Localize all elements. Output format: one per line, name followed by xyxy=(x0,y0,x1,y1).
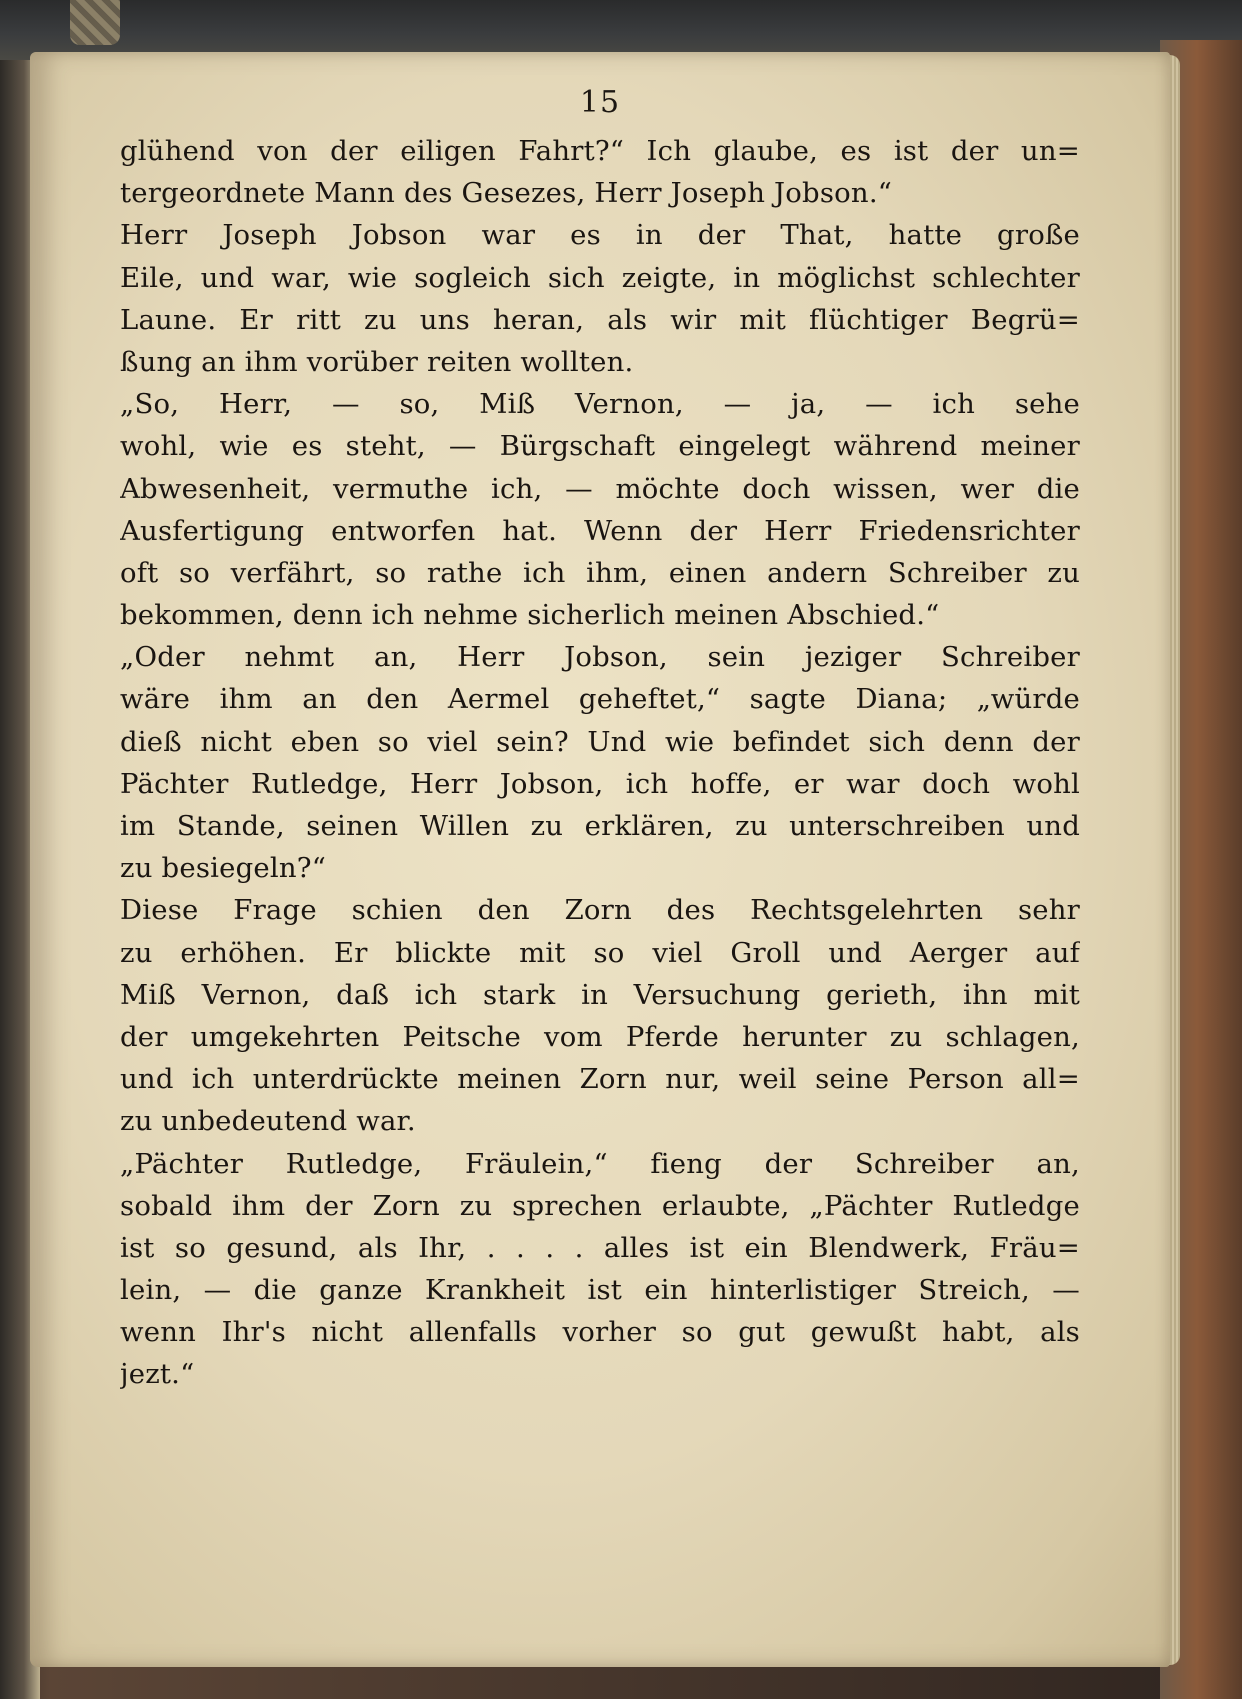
page-text xyxy=(120,130,1080,1396)
text-line: oft so verfährt, so rathe ich ihm, einen andern Schreiber zu xyxy=(120,556,1080,589)
text-line: der umgekehrten Peitsche vom Pferde herunter zu schlagen, xyxy=(120,1020,1080,1053)
text-line: glühend von der eiligen Fahrt?“ Ich glaube, es ist der un= xyxy=(120,135,1080,167)
text-line: wenn Ihr's nicht allenfalls vorher so gut gewußt habt, als xyxy=(120,1316,1080,1349)
page-number: 15 xyxy=(579,85,621,120)
text-line: lein, — die ganze Krankheit ist ein hinterlistiger Streich, — xyxy=(120,1274,1080,1307)
text-line: zu unbedeutend war. xyxy=(120,1105,416,1138)
text-line: tergeordnete Mann des Gesezes, Herr Joseph Jobson.“ xyxy=(120,177,893,210)
text-line: jezt.“ xyxy=(120,1358,195,1391)
text-line: wohl, wie es steht, — Bürgschaft eingelegt während meiner xyxy=(120,430,1080,463)
text-line: Laune. Er ritt zu uns heran, als wir mit flüchtiger Begrü= xyxy=(120,303,1080,336)
text-line: Ausfertigung entworfen hat. Wenn der Herr Friedensrichter xyxy=(120,514,1080,547)
book-page xyxy=(30,52,1170,1667)
text-line: Pächter Rutledge, Herr Jobson, ich hoffe, er war doch wohl xyxy=(120,767,1080,800)
text-line: ßung an ihm vorüber reiten wollten. xyxy=(120,345,634,378)
text-line: Eile, und war, wie sogleich sich zeigte, in möglichst schlechter xyxy=(120,261,1080,294)
text-line: „Oder nehmt an, Herr Jobson, sein jeziger Schreiber xyxy=(120,641,1080,674)
text-line: zu besiegeln?“ xyxy=(120,852,326,885)
text-line: Miß Vernon, daß ich stark in Versuchung gerieth, ihn mit xyxy=(120,978,1080,1011)
text-line: bekommen, denn ich nehme sicherlich meinen Abschied.“ xyxy=(120,599,940,632)
text-line: sobald ihm der Zorn zu sprechen erlaubte, „Pächter Rutledge xyxy=(120,1189,1080,1222)
text-line: „So, Herr, — so, Miß Vernon, — ja, — ich sehe xyxy=(120,388,1080,421)
text-line: wäre ihm an den Aermel geheftet,“ sagte Diana; „würde xyxy=(120,683,1080,716)
text-line: zu erhöhen. Er blickte mit so viel Groll und Aerger auf xyxy=(120,936,1080,969)
text-line: dieß nicht eben so viel sein? Und wie befindet sich denn der xyxy=(120,725,1080,758)
text-line: Diese Frage schien den Zorn des Rechtsgelehrten sehr xyxy=(120,894,1080,927)
text-line: „Pächter Rutledge, Fräulein,“ fieng der Schreiber an, xyxy=(120,1147,1080,1180)
text-line: im Stande, seinen Willen zu erklären, zu unterschreiben und xyxy=(120,810,1080,842)
text-line: ist so gesund, als Ihr, . . . . alles ist ein Blendwerk, Fräu= xyxy=(120,1231,1080,1264)
text-line: und ich unterdrückte meinen Zorn nur, weil seine Person all= xyxy=(120,1063,1080,1096)
text-line: Herr Joseph Jobson war es in der That, hatte große xyxy=(120,219,1080,252)
text-line: Abwesenheit, vermuthe ich, — möchte doch wissen, wer die xyxy=(120,472,1080,505)
bookmark-ribbon xyxy=(70,0,120,45)
